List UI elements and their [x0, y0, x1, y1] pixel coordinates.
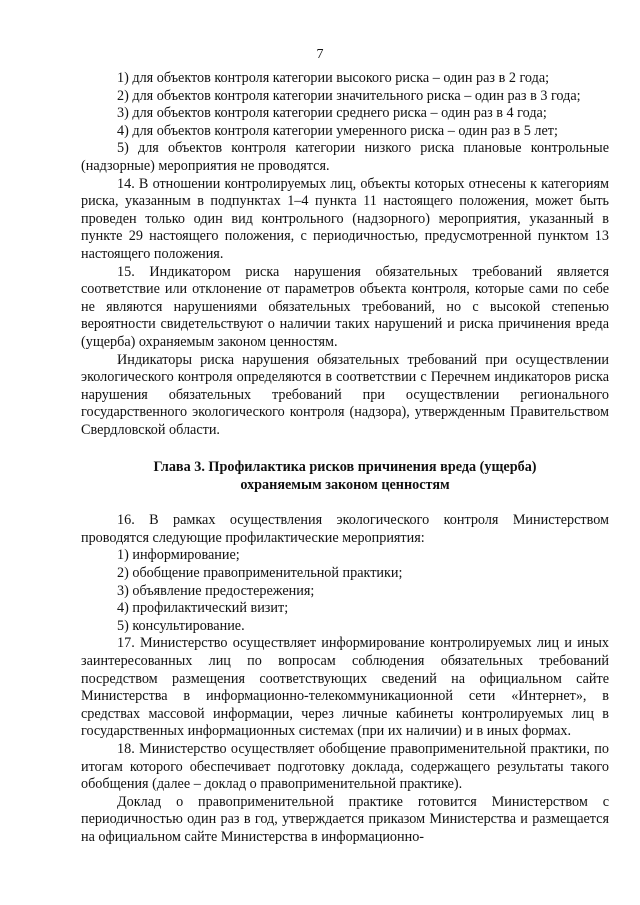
risk-category-item-4: 4) для объектов контроля категории умеренного риска – один раз в 5 лет; — [117, 122, 558, 139]
page-number: 7 — [316, 47, 324, 62]
risk-category-item-3: 3) для объектов контроля категории среднего риска – один раз в 4 года; — [117, 105, 547, 122]
prevention-item-1: 1) информирование; — [117, 547, 240, 564]
chapter-heading-line-2: охраняемым законом ценностям — [240, 477, 450, 494]
chapter-3-heading — [81, 459, 609, 494]
risk-indicators-paragraph: Индикаторы риска нарушения обязательных требований при осуществлении экологического контроля определяются в соответствии с Перечнем индикаторов риска нарушения обязательных требований при осуществлении регионального государственного экологического контроля (надзора), утвержденным Правительством Свердловской области. — [81, 351, 609, 438]
clause-18: 18. Министерство осуществляет обобщение правоприменительной практики, по итогам которого обеспечивает подготовку доклада, содержащего результаты такого обобщения (далее – доклад о правоприменительной практике). — [81, 740, 609, 793]
risk-category-item-2: 2) для объектов контроля категории значительного риска – один раз в 3 года; — [117, 87, 581, 104]
prevention-item-4: 4) профилактический визит; — [117, 600, 289, 617]
prevention-item-5: 5) консультирование. — [117, 617, 245, 634]
prevention-item-2: 2) обобщение правоприменительной практики; — [117, 565, 403, 582]
chapter-heading-line-1: Глава 3. Профилактика рисков причинения вреда (ущерба) — [153, 459, 537, 476]
risk-category-item-1: 1) для объектов контроля категории высокого риска – один раз в 2 года; — [117, 70, 550, 86]
clause-15: 15. Индикатором риска нарушения обязательных требований является соответствие или отклонение от параметров объекта контроля, которые сами по себе не являются нарушениями обязательных требований, но с высокой степенью вероятности свидетельствуют о наличии таких нарушений и риска причинения вреда (ущерба) охраняемым законом ценностям. — [81, 263, 609, 350]
practice-report-paragraph: Доклад о правоприменительной практике готовится Министерством с периодичностью один раз в год, утверждается приказом Министерства и размещается на официальном сайте Министерства в информационно- — [81, 793, 609, 845]
clause-14: 14. В отношении контролируемых лиц, объекты которых отнесены к категориям риска, указанным в подпунктах 1–4 пункта 11 настоящего положения, может быть проведен только один вид контрольного (надзорного) мероприятия, указанный в пункте 29 настоящего положения, с периодичностью, предусмотренной пунктом 13 настоящего положения. — [81, 175, 609, 262]
document-body — [81, 70, 609, 847]
prevention-item-3: 3) объявление предостережения; — [117, 582, 315, 599]
clause-16: 16. В рамках осуществления экологического контроля Министерством проводятся следующие профилактические мероприятия: — [81, 512, 609, 546]
clause-17: 17. Министерство осуществляет информирование контролируемых лиц и иных заинтересованных лиц по вопросам соблюдения обязательных требований посредством размещения соответствующих сведений на официальном сайте Министерства в информационно-телекоммуникационной сети «Интернет», в средствах массовой информации, через личные кабинеты контролируемых лиц в государственных информационных системах (при их наличии) и в иных формах. — [81, 635, 609, 740]
risk-category-item-5: 5) для объектов контроля категории низкого риска плановые контрольные (надзорные) мероприятия не проводятся. — [81, 140, 609, 174]
